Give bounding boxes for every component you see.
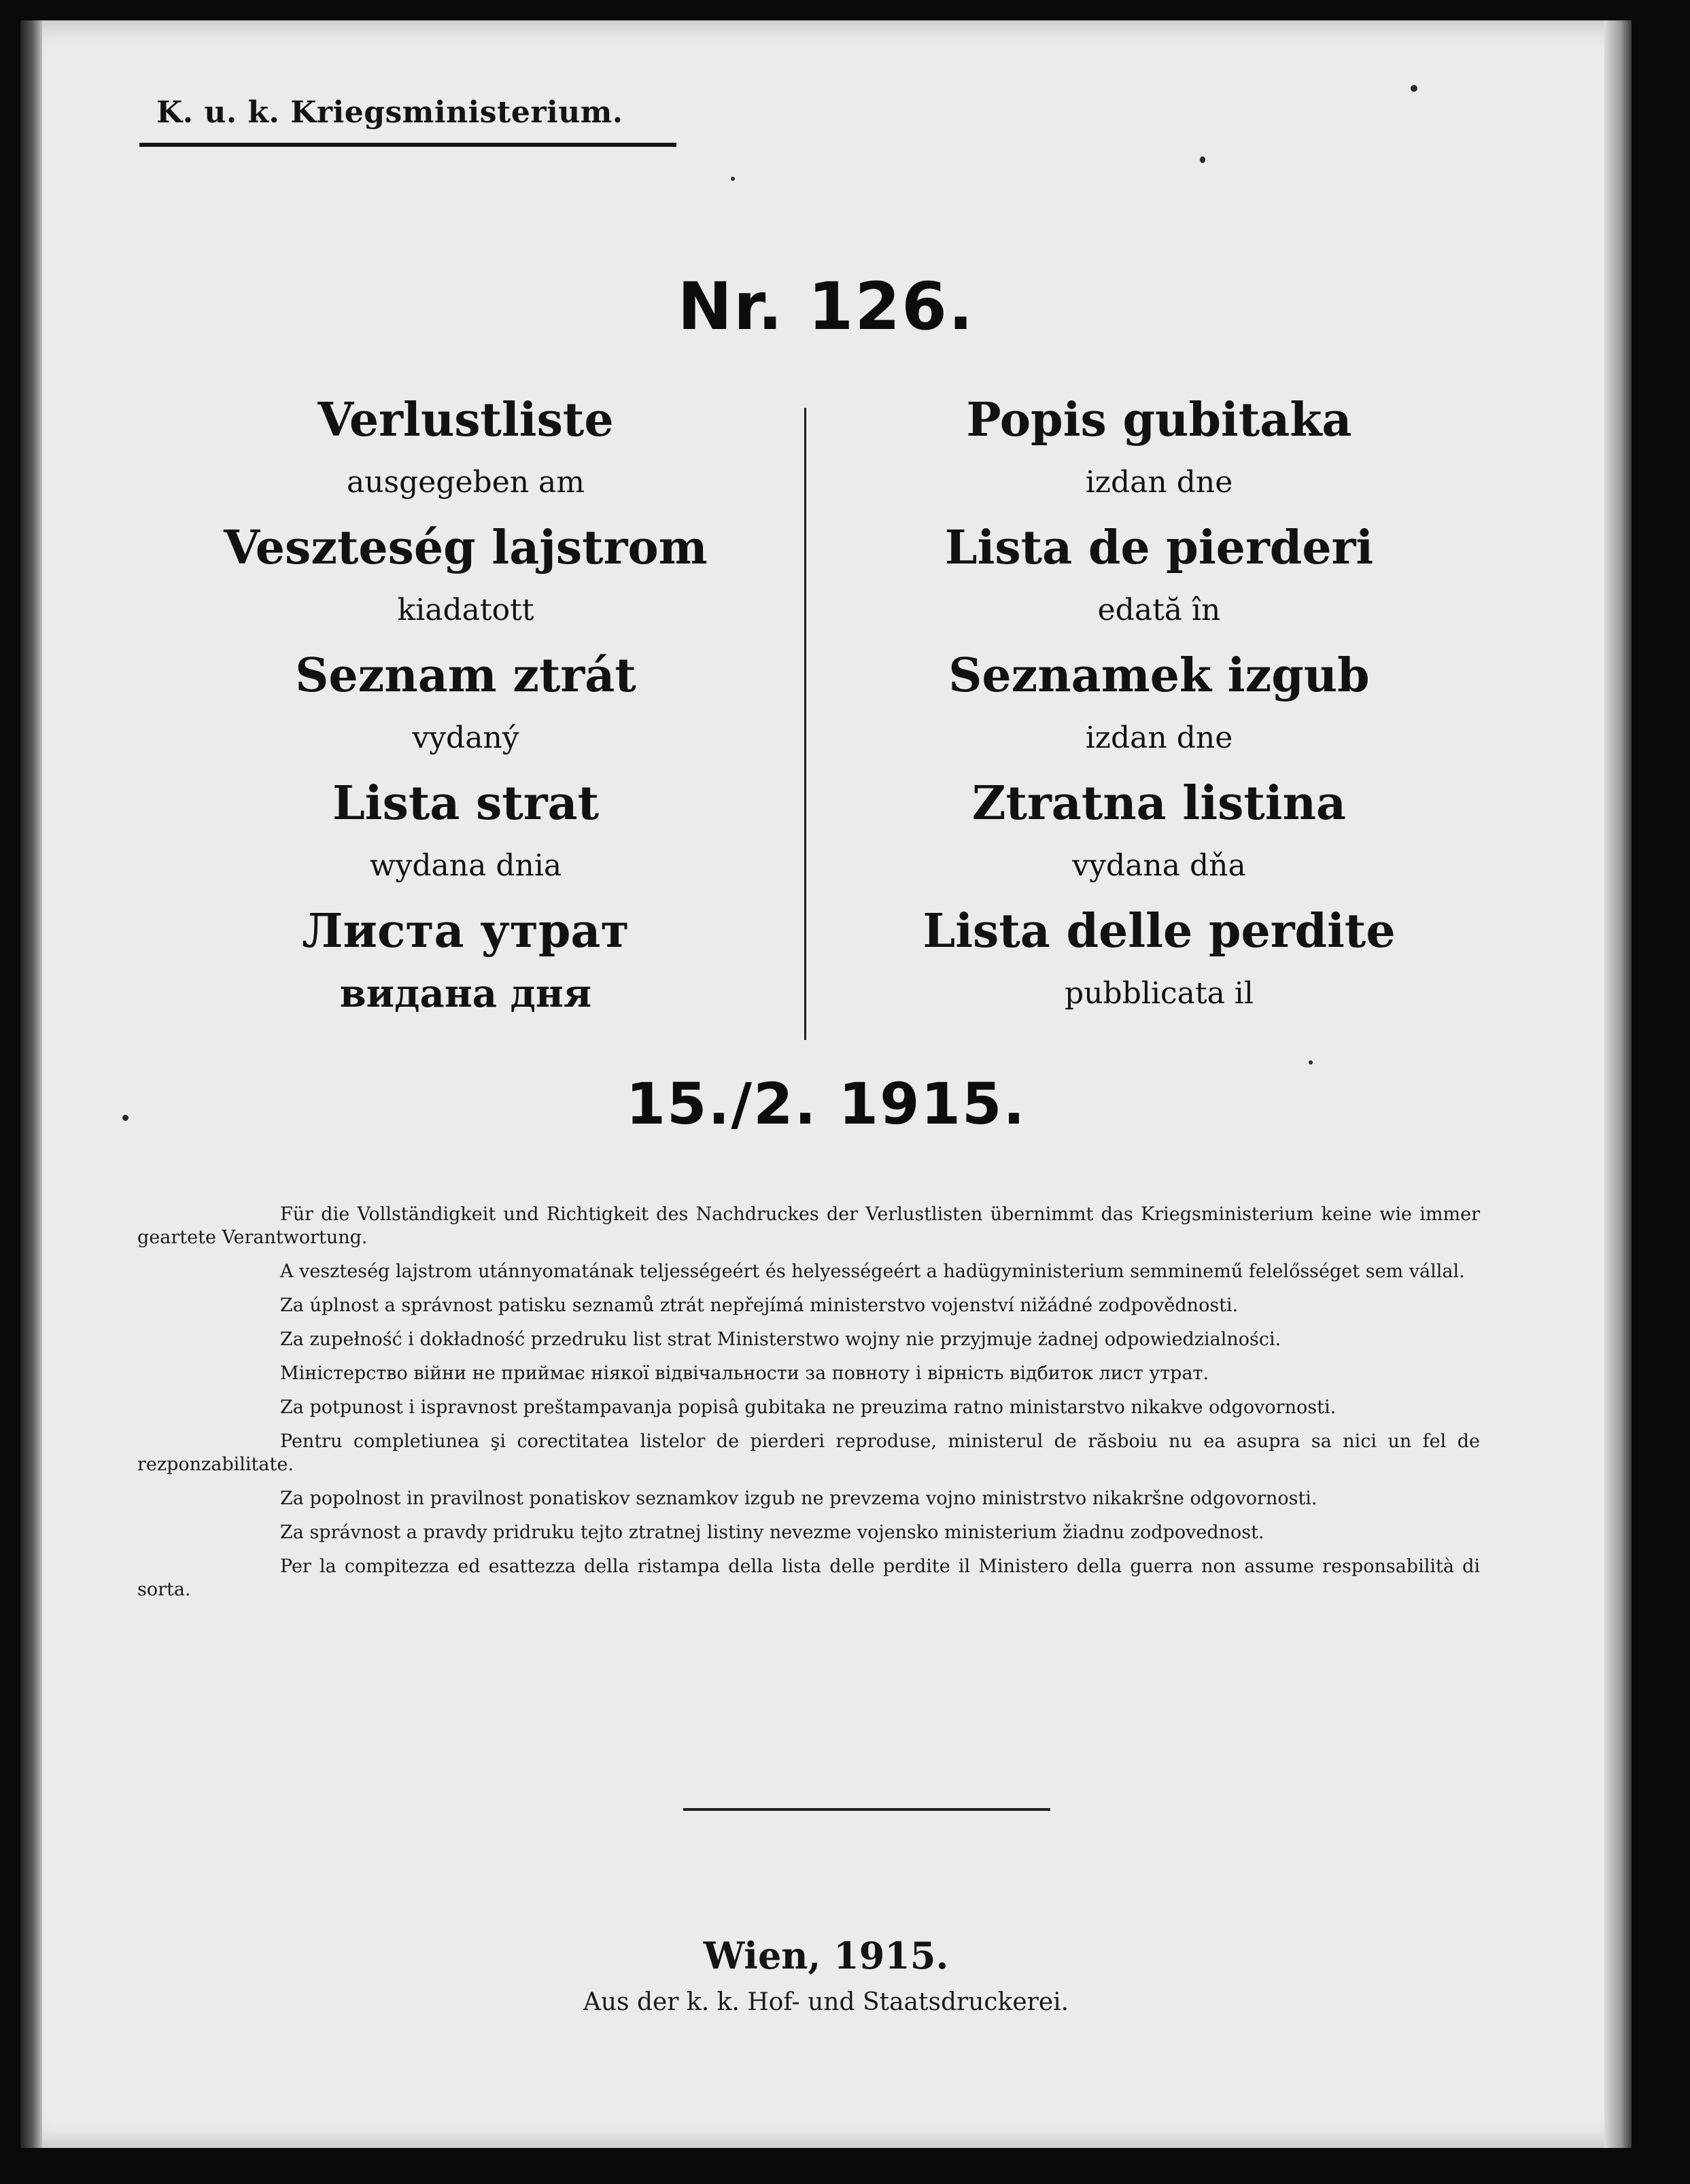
disclaimer-german: Für die Vollständigkeit und Richtigkeit des Nachdruckes der Verlustlisten übernimmt das Kriegsministerium keine wie immer geartete Verantwortung. [137,1204,1480,1248]
subtitle-croatian: izdan dne [1085,465,1233,500]
disclaimer-czech: Za úplnost a správnost patisku seznamů ztrát nepřejímá ministerstvo vojenství nižádné zodpovědnosti. [280,1295,1239,1316]
title-ukrainian: Листа утрат [302,904,630,958]
title-croatian: Popis gubitaka [966,393,1352,447]
disclaimer-romanian: Pentru completiunea şi corectitatea listelor de pierderi reproduse, ministerul de răsboiu nu ea asupra sa nici un fel de rezponzabilitate. [137,1431,1480,1475]
titles-column-left [180,387,751,1026]
subtitle-slovak: vydana dňa [1072,848,1246,883]
masthead-rule [139,143,676,147]
disclaimer-block [137,1203,1480,1612]
title-czech: Seznam ztrát [295,648,636,703]
title-german: Verlustliste [317,393,614,447]
title-romanian: Lista de pierderi [944,521,1374,575]
disclaimer-slovenian: Za popolnost in pravilnost ponatiskov seznamkov izgub ne prevzema vojno ministrstvo nikakršne odgovornosti. [280,1488,1317,1509]
ink-speck [1200,156,1205,163]
ink-speck [1309,1060,1313,1064]
ink-speck [122,1115,128,1121]
subtitle-romanian: edată în [1097,593,1221,627]
issue-number: Nr. 126. [677,268,975,345]
place-year: Wien, 1915. [703,1934,949,1977]
subtitle-italian: pubblicata il [1065,976,1254,1011]
title-italian: Lista delle perdite [922,904,1396,958]
subtitle-polish: wydana dnia [369,848,562,883]
ink-speck [1411,85,1417,92]
disclaimer-hungarian: A veszteség lajstrom utánnyomatának teljességeért és helyességeért a hadügyministerium semminemű felelősséget sem vállal. [280,1261,1465,1282]
end-rule [683,1808,1050,1811]
subtitle-hungarian: kiadatott [397,593,534,627]
masthead: K. u. k. Kriegsministerium. [156,95,623,130]
subtitle-ukrainian: видана дня [339,971,592,1016]
subtitle-slovenian: izdan dne [1085,721,1233,755]
title-polish: Lista strat [332,776,600,831]
issue-date: 15./2. 1915. [625,1071,1027,1137]
column-divider [804,408,806,1040]
disclaimer-slovak: Za správnost a pravdy pridruku tejto ztratnej listiny nevezme vojensko ministerium žiadnu zodpovednost. [280,1522,1264,1543]
printer-imprint: Aus der k. k. Hof- und Staatsdruckerei. [583,1988,1069,2016]
disclaimer-italian: Per la compitezza ed esattezza della ristampa della lista delle perdite il Ministero della guerra non assume responsabilità di sorta. [137,1556,1480,1600]
disclaimer-ukrainian: Міністерство війни не приймає ніякої відвічальности за повноту і вірність відбиток лист утрат. [280,1363,1209,1384]
document-page [20,20,1632,2148]
ink-speck [731,177,735,181]
subtitle-czech: vydaný [412,721,519,755]
disclaimer-croatian: Za potpunost i ispravnost preštampavanja popisâ gubitaka ne preuzima ratno ministarstvo nikakve odgovornosti. [280,1397,1337,1418]
title-slovenian: Seznamek izgub [948,648,1370,703]
subtitle-german: ausgegeben am [346,465,585,500]
titles-column-right [874,387,1445,1026]
title-slovak: Ztratna listina [971,776,1347,831]
disclaimer-polish: Za zupełność i dokładność przedruku list strat Ministerstwo wojny nie przyjmuje żadnej odpowiedzialności. [280,1329,1281,1350]
title-hungarian: Veszteség lajstrom [224,521,708,575]
